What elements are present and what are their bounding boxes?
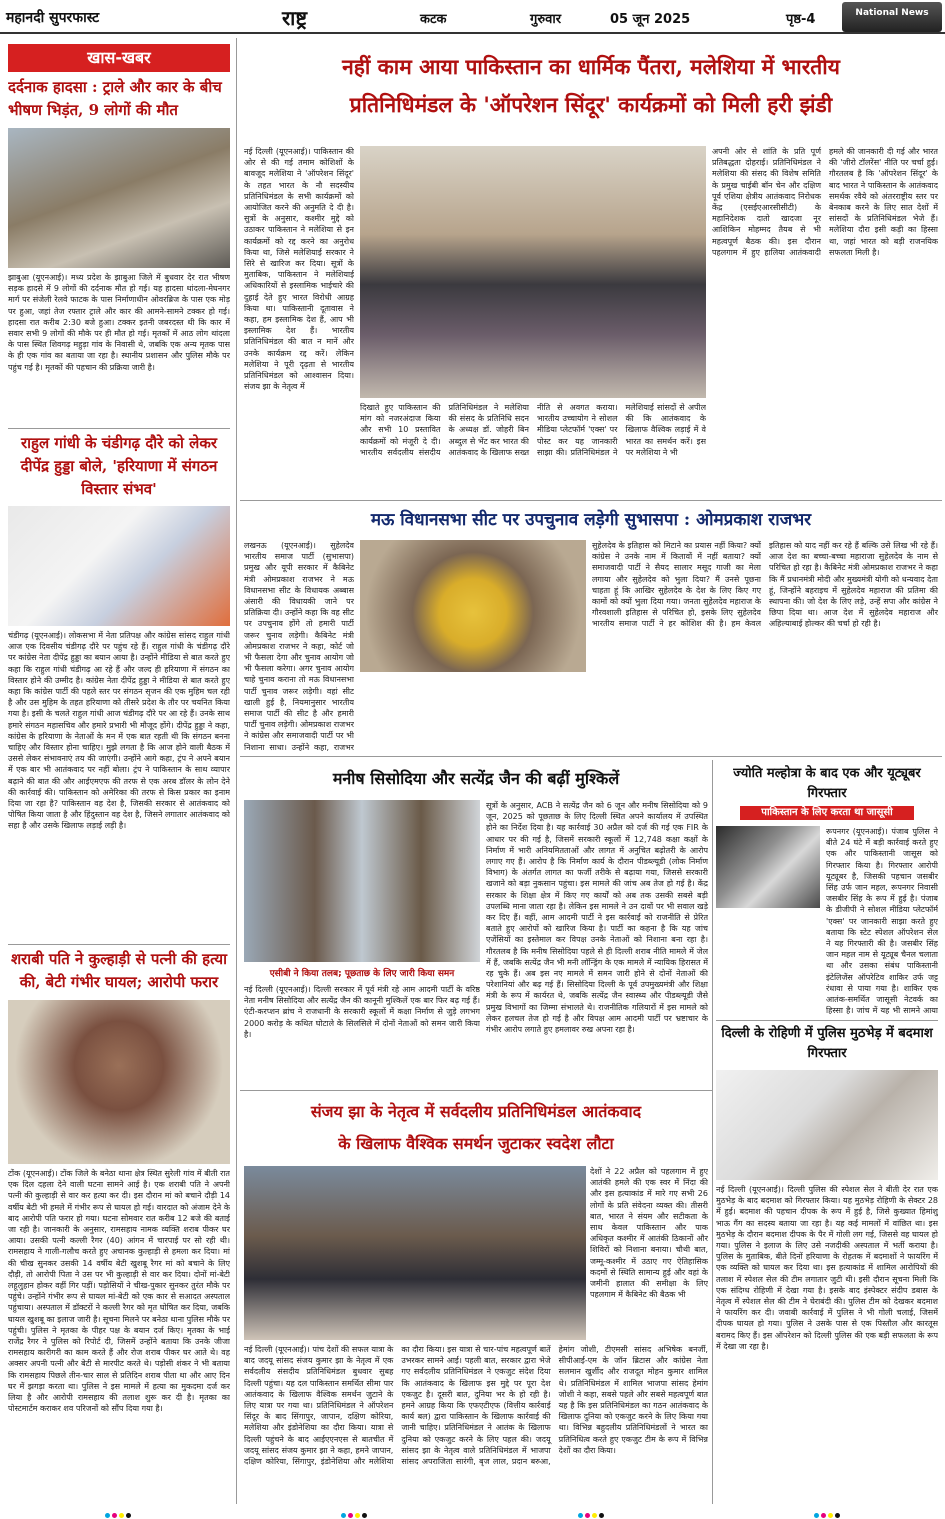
sisodia-headline: मनीष सिसोदिया और सत्येंद्र जैन की बढ़ीं मुश्किलें	[332, 769, 620, 788]
section-title: राष्ट्र	[282, 6, 308, 30]
rajbhar-left: लखनऊ (यूएनआई)। सुहेलदेव भारतीय समाज पार्टी (सुभासपा) प्रमुख और यूपी सरकार में कैबिनेट मंत्री ओमप्रकाश राजभर ने मऊ विधानसभा सीट के विधायक अब्बास अंसारी की विधायकी जाने पर प्रतिक्रिया दी। उन्होंने कहा कि वह सीट पर उपचुनाव होंगे तो हमारी पार्टी जरूर चुनाव लड़ेगी। कैबिनेट मंत्री ओमप्रकाश राजभर ने कहा, कोर्ट जो भी फैसला देगा और चुनाव आयोग जो भी फैसला करेगा। अगर चुनाव आयोग चाहे चुनाव कराना तो मऊ विधानसभा पार्टी चुनाव जरूर लड़ेगी। वहां सीट खाली हुई है, नियमानुसार भारतीय समाज पार्टी की सीट है और हमारी पार्टी चुनाव लड़ेगी। ओमप्रकाश राजभर ने कांग्रेस और समाजवादी पार्टी पर भी निशाना साधा। उन्होंने कहा, राजभर	[244, 541, 354, 752]
rajbhar-lower	[360, 676, 586, 752]
story-divider	[8, 428, 230, 429]
story-divider	[716, 1020, 938, 1021]
color-dots	[104, 1506, 132, 1519]
story-divider	[8, 944, 230, 945]
malhotra-body-wrap	[716, 826, 938, 1016]
rohini-headline: दिल्ली के रोहिणी में पुलिस मुठभेड़ में बदमाश गिरफ्तार	[721, 1026, 933, 1061]
color-dots	[577, 1506, 605, 1519]
story3-body: टोंक (यूएनआई)। टोंक जिले के बनेठा थाना क्षेत्र स्थित सुरेली गांव में बीती रात एक दिल दहला देने वाली घटना सामने आई है। एक शराबी पति ने अपनी पत्नी की कुल्हाड़ी से वार कर हत्या कर दी। इस दौरान मां को बचाने दौड़ी 14 वर्षीय बेटी भी हमले में गंभीर रूप से घायल हो गई। वारदात को अंजाम देने के बाद आरोपी पति फरार हो गया। घटना सोमवार रात करीब 12 बजे की बताई जा रही है। जानकारी के अनुसार, रामसहाय नामक व्यक्ति शराब पीकर घर आया। उसकी पत्नी कल्ली रैगर (40) आंगन में चारपाई पर सो रही थी। रामसहाय ने गाली-गलौच करते हुए अचानक कुल्हाड़ी से हमला कर दिया। मां की चीख सुनकर उसकी 14 वर्षीय बेटी खुशबू रैगर मां को बचाने के लिए दौड़ी, तो आरोपी पिता ने उस पर भी कुल्हाड़ी से वार कर दिया। दोनों मां-बेटी लहूलुहान होकर वहीं गिर पड़ीं। पड़ोसियों ने चीख-पुकार सुनकर तुरंत मौके पर पहुंचे। उन्होंने गंभीर रूप से घायल मां-बेटी को एक कार से सआदत अस्पताल पहुंचाया। अस्पताल में डॉक्टरों ने कल्ली रैगर को मृत घोषित कर दिया, जबकि घायल खुशबू का इलाज जारी है। सूचना मिलने पर बनेठा थाना पुलिस मौके पर पहुंची। पुलिस ने मृतका के पीहर पक्ष के बयान दर्ज किए। मृतका के भाई राजेंद्र रैगर ने पुलिस को रिपोर्ट दी, जिसमें उन्होंने बताया कि उनके जीजा रामसहाय कारीगरी का काम करते हैं और रोज शराब पीकर घर आते थे। वह अक्सर अपनी पत्नी और बेटी से मारपीट करते थे। पड़ोसी शंकर ने भी बताया कि रामसहाय पिछले तीन-चार साल से प्रतिदिन शराब पीता था और आए दिन घर में झगड़ा करता था। पुलिस ने इस मामले में हत्या का मुकदमा दर्ज कर लिया है और आरोपी रामसहाय की तलाश शुरू कर दी है। मृतका का पोस्टमार्टम कराकर शव परिजनों को सौंप दिया गया है।	[8, 1169, 230, 1414]
delegation-photo	[360, 146, 706, 398]
lead-col-right: अपनी ओर से शांति के प्रति पूर्ण प्रतिबद्धता दोहराई। प्रतिनिधिमंडल ने मलेशिया की संसद की विशेष समिति के प्रमुख चाईबी बॉन चेन और दक्षिण पूर्व एशिया क्षेत्रीय आतंकवाद निरोधक केंद्र (एसईएआरसीसीटी) के महानिदेशक दातो खादजा नूर आशिकिन मोहम्मद तैयब से भी महत्वपूर्ण बैठक की। इस दौरान पहलगाम में हुए हालिया आतंकवादी हमले की जानकारी दी गई और भारत की 'जीरो टॉलरेंस' नीति पर चर्चा हुई। गौरतलब है कि 'ऑपरेशन सिंदूर' के बाद भारत ने पाकिस्तान के आतंकवाद समर्थक रवैये को अंतरराष्ट्रीय स्तर पर बेनकाब करने के लिए सात देशों में सांसदों के प्रतिनिधिमंडल भेजे हैं। मलेशिया दौरा इसी कड़ी का हिस्सा था, जहां भारत को बड़ी राजनयिक सफलता मिली है।	[712, 147, 938, 257]
rajbhar-photo	[360, 540, 586, 672]
rajbhar-headline: मऊ विधानसभा सीट पर उपचुनाव लड़ेगी सुभासपा : ओमप्रकाश राजभर	[370, 510, 812, 530]
newspaper-name: महानदी सुपरफास्ट	[6, 10, 100, 26]
story1-body: झाबुआ (यूएनआई)। मध्य प्रदेश के झाबुआ जिले में बुधवार देर रात भीषण सड़क हादसे में 9 लोगों की दर्दनाक मौत हो गई। यह हादसा थांदला-मेघनगर मार्ग पर संजेली रेलवे फाटक के पास निर्माणाधीन ओवरब्रिज के पास एक मोड़ पर हुआ, जहां तेज रफ्तार ट्राले और कार की आमने-सामने टक्कर हो गई। हादसा रात करीब 2:30 बजे हुआ। टक्कर इतनी जबरदस्त थी कि कार में सवार सभी 9 लोगों की मौके पर ही मौत हो गई। मृतकों में आठ लोग थांदला के पास स्थित शिवगढ़ महुड़ा गांव के निवासी थे, जबकि एक अन्य मृतक पास के ही एक गांव का बताया जा रहा है। स्थानीय प्रशासन और पुलिस मौके पर पहुंच गई है। मृतकों की पहचान की प्रक्रिया जारी है।	[8, 273, 230, 372]
story3-headline: शराबी पति ने कुल्हाड़ी से पत्नी की हत्या की, बेटी गंभीर घायल; आरोपी फरार	[10, 950, 228, 991]
edition-city: कटक	[420, 12, 447, 27]
sanjay-headline: संजय झा के नेतृत्व में सर्वदलीय प्रतिनिधिमंडल आतंकवाद के खिलाफ वैश्विक समर्थन जुटाकर स्वदेश लौटा	[310, 1102, 642, 1153]
malhotra-headline: ज्योति मल्होत्रा के बाद एक और यूट्यूबर गिरफ्तार	[733, 766, 921, 801]
rajbhar-right: सुहेलदेव के इतिहास को मिटाने का प्रयास नहीं किया? क्यों कांग्रेस ने उनके नाम में कितावों में नहीं बताया? क्यों समाजवादी पार्टी ने सैयद सालार मसूद गाजी का मेला लगाया और सुहेलदेव को भुला दिया? मैं उनसे पूछना चाहता हूं कि आखिर सुहेलदेव के देश के लिए किए गए कामों को क्यों भुला दिया गया। जनता सुहेलदेव महाराज के गौरवशाली इतिहास से परिचित हो, इसके लिए सुहेलदेव भारतीय समाज पार्टी ने हर कोशिश की है। हम केवल इतिहास को याद नहीं कर रहे हैं बल्कि उसे लिख भी रहे हैं। आज देश का बच्चा-बच्चा महाराजा सुहेलदेव के नाम से परिचित हो रहा है। कैबिनेट मंत्री ओमप्रकाश राजभर ने कहा कि मैं प्रधानमंत्री मोदी और मुख्यमंत्री योगी को धन्यवाद देता हूं, जिन्होंने बहराइच में सुहेलदेव महाराज की प्रतिमा की स्थापना की। जो देश के लिए लड़े, उन्हें सपा और कांग्रेस ने छिपा दिया था। आज देश में सुहेलदेव महाराज और अहिल्याबाई होल्कर की चर्चा हो रही है।	[592, 541, 938, 629]
edition-day: गुरुवार	[530, 12, 562, 27]
story2-headline: राहुल गांधी के चंडीगढ़ दौरे को लेकर दीपेंद्र हुड्डा बोले, 'हरियाणा में संगठन विस्तार संभव'	[20, 434, 218, 498]
column-divider	[236, 38, 237, 1504]
lead-headline: नहीं काम आया पाकिस्तान का धार्मिक पैंतरा, मलेशिया में भारतीय प्रतिनिधिमंडल के 'ऑपरेशन सिंदूर' कार्यक्रमों को मिली हरी झंडी	[342, 54, 840, 117]
malhotra-body: रूपनगर (यूएनआई)। पंजाब पुलिस ने बीते 24 घंटे में बड़ी कार्रवाई करते हुए एक और पाकिस्तानी जासूस को गिरफ्तार किया है। गिरफ्तार आरोपी यूट्यूबर है, जिसकी पहचान जसबीर सिंह उर्फ जान महल, रूपनगर निवासी जसबीर सिंह के रूप में हुई है। पंजाब के डीजीपी ने सोशल मीडिया प्लेटफॉर्म 'एक्स' पर जानकारी साझा करते हुए बताया कि स्टेट स्पेशल ऑपरेशन सेल ने यह गिरफ्तारी की है। जसबीर सिंह जान महल नाम से यूट्यूब चैनल चलाता था और उसका संबंध पाकिस्तानी इंटेलिजेंस ऑपरेटिव शाकिर उर्फ जट्ट रंधावा से पाया गया है। शाकिर एक आतंक-समर्थित जासूसी नेटवर्क का हिस्सा है। जांच में यह भी सामने आया	[826, 827, 938, 1016]
sisodia-left: नई दिल्ली (यूएनआई)। दिल्ली सरकार में पूर्व मंत्री रहे आम आदमी पार्टी के वरिष्ठ नेता मनीष सिसोदिया और सत्येंद्र जैन की कानूनी मुश्किलें एक बार फिर बढ़ गई हैं। एंटी-करप्शन ब्रांच ने राजधानी के सरकारी स्कूलों में कक्षा निर्माण से जुड़े लगभग 2000 करोड़ के कथित घोटाले के सिलसिले में दोनों नेताओं को समन जारी किया है।	[244, 985, 480, 1039]
lead-body: दिखाते हुए पाकिस्तान की मांग को नजरअंदाज किया और सभी 10 प्रस्तावित कार्यक्रमों को मंजूरी दे दी। भारतीय सर्वदलीय संसदीय प्रतिनिधिमंडल ने मलेशिया की संसद के प्रतिनिधि सदन के अध्यक्ष डॉ. जोहरी बिन अब्दुल से भेंट कर भारत की आतंकवाद के खिलाफ सख्त नीति से अवगत कराया। भारतीय उच्चायोग ने सोशल मीडिया प्लेटफॉर्म 'एक्स' पर पोस्ट कर यह जानकारी साझा की। प्रतिनिधिमंडल ने मलेशियाई सांसदों से अपील की कि आतंकवाद के खिलाफ वैश्विक लड़ाई में वे भारत का समर्थन करें। इस पर मलेशिया ने भी	[360, 403, 706, 457]
story1-headline: दर्दनाक हादसा : ट्राले और कार के बीच भीषण भिड़ंत, 9 लोगों की मौत	[8, 78, 222, 119]
malhotra-subhead: पाकिस्तान के लिए करता था जासूसी	[740, 806, 914, 820]
arrest-photo	[716, 1070, 938, 1180]
khas-khabar-banner: खास-खबर	[8, 44, 230, 72]
lead-col1: नई दिल्ली (यूएनआई)। पाकिस्तान की ओर से की गई तमाम कोशिशों के बावजूद मलेशिया ने 'ऑपरेशन सिंदूर' के तहत भारत के नौ सदस्यीय प्रतिनिधिमंडल के सभी कार्यक्रमों को आयोजित करने की अनुमति दे दी है। सुत्रों के अनुसार, कश्मीर मुद्दे को उठाकर पाकिस्तान ने मलेशिया से इन कार्यक्रमों को रद्द करने का अनुरोध किया था, जिसे मलेशियाई सरकार ने सिरे से खारिज कर दिया। सूत्रों के मुताबिक, पाकिस्तान ने मलेशियाई अधिकारियों से इस्लामिक भाईचारे की दुहाई देते हुए भारत विरोधी आग्रह किया था। पाकिस्तानी दूतावास ने कहा, हम इस्लामिक देश हैं, आप भी इस्लामिक देश हैं। भारतीय प्रतिनिधिमंडल की बात न मानें और उनके कार्यक्रम रद्द करें। लेकिन मलेशिया ने पूरी दृढ़ता से भारतीय प्रतिनिधिमंडल को आश्वासन दिया। संजय झा के नेतृत्व में	[244, 147, 354, 392]
row-divider	[240, 1090, 712, 1091]
accident-photo	[8, 128, 230, 268]
victim-photo	[8, 1000, 230, 1164]
print-registration-marks	[0, 1506, 945, 1519]
edition-date: 05 जून 2025	[610, 12, 691, 27]
row-divider	[240, 756, 942, 757]
sisodia-right: सूत्रों के अनुसार, ACB ने सत्येंद्र जैन को 6 जून और मनीष सिसोदिया को 9 जून, 2025 को पूछताछ के लिए दिल्ली स्थित अपने कार्यालय में उपस्थित होने का निर्देश दिया है। यह कार्रवाई 30 अप्रैल को दर्ज की गई एक FIR के आधार पर की गई है, जिसमें सरकारी स्कूलों में 12,748 कक्षा कक्षों के निर्माण में भारी अनियमितताओं और लागत में अनुचित बढ़ोतरी के आरोप लगाए गए हैं। आरोप है कि निर्माण कार्य के दौरान पीडब्ल्यूडी (लोक निर्माण विभाग) के अंतर्गत लागत का फर्जी तरीके से बढ़ाया गया, जिससे सरकारी खजाने को बड़ा नुकसान पहुंचा। इस मामले की जांच अब तेज हो गई है। केंद्र सरकार के शिक्षा क्षेत्र में किए गए कार्यों को अब तक उसकी सबसे बड़ी उपलब्धि माना जाता रहा है। लेकिन इस मामले ने उन दावों पर भी सवाल खड़े कर दिए हैं। वहीं, आम आदमी पार्टी ने इस कार्रवाई को राजनीति से प्रेरित बताते हुए आरोपों को खारिज किया है। पार्टी का कहना है कि यह जांच एजेंसियों का इस्तेमाल कर विपक्ष उनके नेताओं को निशाना बना रहा है। गौरतलब है कि मनीष सिसोदिया पहले से ही दिल्ली शराब नीति मामले में जेल में हैं, जबकि सत्येंद्र जैन भी मनी लॉन्ड्रिंग के एक मामले में न्यायिक हिरासत में रह चुके हैं। अब इस नए मामले में समन जारी होने से दोनों नेताओं की परेशानियां और बढ़ गई हैं। सिसोदिया दिल्ली के पूर्व उपमुख्यमंत्री और शिक्षा मंत्री के रूप में कार्यरत थे, जबकि सत्येंद्र जैन स्वास्थ्य और पीडब्ल्यूडी जैसे प्रमुख विभागों का जिम्मा संभालते थे। राजनीतिक गलियारों में इस मामले को लेकर हलचल तेज हो गई है और विपक्ष आम आदमी पार्टी पर भ्रष्टाचार के गंभीर आरोप लगाते हुए हमलावर रुख अपना रहा है।	[486, 801, 708, 1035]
column-divider	[712, 760, 713, 1504]
sanjay-right-top: देशों ने 22 अप्रैल को पहलगाम में हुए आतंकी हमले की एक स्वर में निंदा की और इस हत्याकांड में मारे गए सभी 26 लोगों के प्रति संवेदना व्यक्त की। तीसरी बात, भारत ने संयम और सटीकता के साथ केवल पाकिस्तान और पाक अधिकृत कश्मीर में आतंकी ठिकानों और शिविरों को निशाना बनाया। चौथी बात, जम्मू-कश्मीर में उठाए गए ऐतिहासिक कदमों से स्थिति सामान्य हुई और वहां के जमीनी हालात की समीक्षा के लिए पहलगाम में कैबिनेट की बैठक भी	[590, 1167, 708, 1300]
rally-photo	[8, 506, 230, 626]
rohini-body: नई दिल्ली (यूएनआई)। दिल्ली पुलिस की स्पेशल सेल ने बीती देर रात एक मुठभेड़ के बाद बदमाश को गिरफ्तार किया। यह मुठभेड़ रोहिणी के सेक्टर 28 में हुई। बदमाश की पहचान दीपक के रूप में हुई है, जिसे कुख्यात हिमांशु भाऊ गैंग का सदस्य बताया जा रहा है। यह कई मामलों में वांछित था। इस मुठभेड़ के दौरान बदमाश दीपक के पैर में गोली लग गई, जिससे वह घायल हो गया। पुलिस ने इलाज के लिए उसे नजदीकी अस्पताल में भर्ती कराया है। पुलिस के मुताबिक, बीते दिनों हरियाणा के रोहतक में बदमाशों ने फायरिंग में एक व्यक्ति को घायल कर दिया था। इस हत्याकांड में शामिल आरोपियों की तलाश में स्पेशल सेल की टीम लगातार जुटी थी। इसी दौरान सूचना मिली कि एक संदिग्ध रोहिणी में देखा गया है। इसके बाद इंस्पेक्टर संदीप डबास के नेतृत्व में स्पेशल सेल की टीम ने घेराबंदी की। पुलिस टीम को देखकर बदमाश ने फायरिंग कर दी। जवाबी कार्रवाई में पुलिस ने भी गोली चलाई, जिसमें दीपक घायल हो गया। पुलिस ने उसके पास से एक पिस्तौल और कारतूस बरामद किए हैं। इस ऑपरेशन को दिल्ली पुलिस की एक बड़ी सफलता के रूप में देखा जा रहा है।	[716, 1185, 938, 1351]
page-number: पृष्ठ-4	[786, 12, 816, 27]
sisodia-jain-photo	[244, 800, 480, 962]
story2-body: चंडीगढ़ (यूएनआई)। लोकसभा में नेता प्रतिपक्ष और कांग्रेस सांसद राहुल गांधी आज एक दिवसीय चंडीगढ़ दौरे पर पहुंच रहे हैं। राहुल गांधी के चंडीगढ़ दौरे पर कांग्रेस नेता दीपेंद्र हुड्डा का बयान आया है। उन्होंने मीडिया से बात करते हुए कहा कि राहुल गांधी चंडीगढ़ आ रहे हैं और जल्द ही हरियाणा में संगठन का विस्तार होने की उम्मीद है। कांग्रेस नेता दीपेंद्र हुड्डा ने मीडिया से बात करते हुए कहा कि कांग्रेस पार्टी की पहले स्तर पर संगठन सृजन की एक मुहिम चल रही है और उस मुहिम के तहत हरियाणा को तीसरे प्रदेश के तौर पर चयनित किया गया है। इसी के चलते राहुल गांधी आज चंडीगढ़ दौरे पर आ रहे हैं। उनके साथ हमारे संगठन महासचिव और हमारे प्रभारी भी मौजूद होंगे। दीपेंद्र हुड्डा ने कहा, कांग्रेस के हरियाणा के नेताओं के मन में एक बात रहती थी कि संगठन बनना चाहिए और विस्तार होना चाहिए। मुझे लगता है कि आज होने वाली बैठक में उससे लेकर संभावनाएं तय की जाएंगी। उन्होंने आगे कहा, ट्रंप ने अपने बयान में एक बार भी आतंकवाद पर नहीं बोला। ट्रंप ने पाकिस्तान के साथ व्यापार बढ़ाने की बात की और आईएमएफ की तरफ से एक अरब डॉलर के लोन देने की कार्रवाई की। पाकिस्तान को अमेरिका की तरफ से किस प्रकार का इनाम दिया जा रहा है? पाकिस्तान वह देश है, जिसकी सरकार से आतंकवाद को पोषित किया जाता है और हिंदुस्तान वह देश है, जिसने लगातार आतंकवाद को सहा है और उसके खिलाफ लड़ाई लड़ी है।	[8, 631, 230, 831]
color-dots	[813, 1506, 841, 1519]
row-divider	[240, 500, 942, 501]
masthead	[0, 0, 945, 34]
sanjay-body: नई दिल्ली (यूएनआई)। पांच देशों की सफल यात्रा के बाद जदयू सांसद संजय कुमार झा के नेतृत्व में एक सर्वदलीय संसदीय प्रतिनिधिमंडल बुधवार सुबह दिल्ली पहुंचा। यह दल पाकिस्तान समर्थित सीमा पार आतंकवाद के खिलाफ वैश्विक समर्थन जुटाने के लिए यात्रा पर गया था। प्रतिनिधिमंडल ने ऑपरेशन सिंदूर के बाद सिंगापुर, जापान, दक्षिण कोरिया, मलेशिया और इंडोनेशिया का दौरा किया। यात्रा से दिल्ली पहुंचने के बाद आईएएनएस से बातचीत में जदयू सांसद संजय कुमार झा ने कहा, हमने जापान, दक्षिण कोरिया, सिंगापुर, इंडोनेशिया और मलेशिया का दौरा किया। इस यात्रा से चार-पांच महत्वपूर्ण बातें उभरकर सामने आई। पहली बात, सरकार द्वारा भेजे गए सर्वदलीय प्रतिनिधिमंडल ने एकजुट संदेश दिया कि आतंकवाद के खिलाफ इस मुद्दे पर पूरा देश एकजुट है। दूसरी बात, दुनिया भर के हो रही है। हमने आग्रह किया कि एफएटीएफ (वित्तीय कार्रवाई कार्य बल) द्वारा पाकिस्तान के खिलाफ कार्रवाई की जानी चाहिए। प्रतिनिधिमंडल ने आतंक के खिलाफ दुनिया को एकजुट करने के लिए पहल की। जदयू सांसद झा के नेतृत्व वाले प्रतिनिधिमंडल में भाजपा सांसद अपराजिता सारंगी, बृज लाल, प्रदान बरुआ, हेमांग जोशी, टीएमसी सांसद अभिषेक बनर्जी, सीपीआई-एम के जॉन ब्रिटास और कांग्रेस नेता सलमान खुर्शीद और राजदूत मोहन कुमार शामिल थे। प्रतिनिधिमंडल में शामिल भाजपा सांसद हेमांग जोशी ने कहा, सबसे पहले और सबसे महत्वपूर्ण बात यह है कि इस प्रतिनिधिमंडल का गठन आतंकवाद के खिलाफ दुनिया को एकजुट करने के लिए किया गया था। विभिन्न बहुदलीय प्रतिनिधिमंडलों ने भारत का प्रतिनिधित्व करते हुए एकजुट टीम के रूप में विभिन्न देशों का दौरा किया।	[244, 1345, 708, 1467]
color-dots	[340, 1506, 368, 1519]
sisodia-caption: एसीबी ने किया तलब; पूछताछ के लिए जारी किया समन	[269, 969, 455, 979]
national-news-logo: National News	[842, 2, 942, 32]
returning-delegation-photo	[244, 1166, 586, 1340]
